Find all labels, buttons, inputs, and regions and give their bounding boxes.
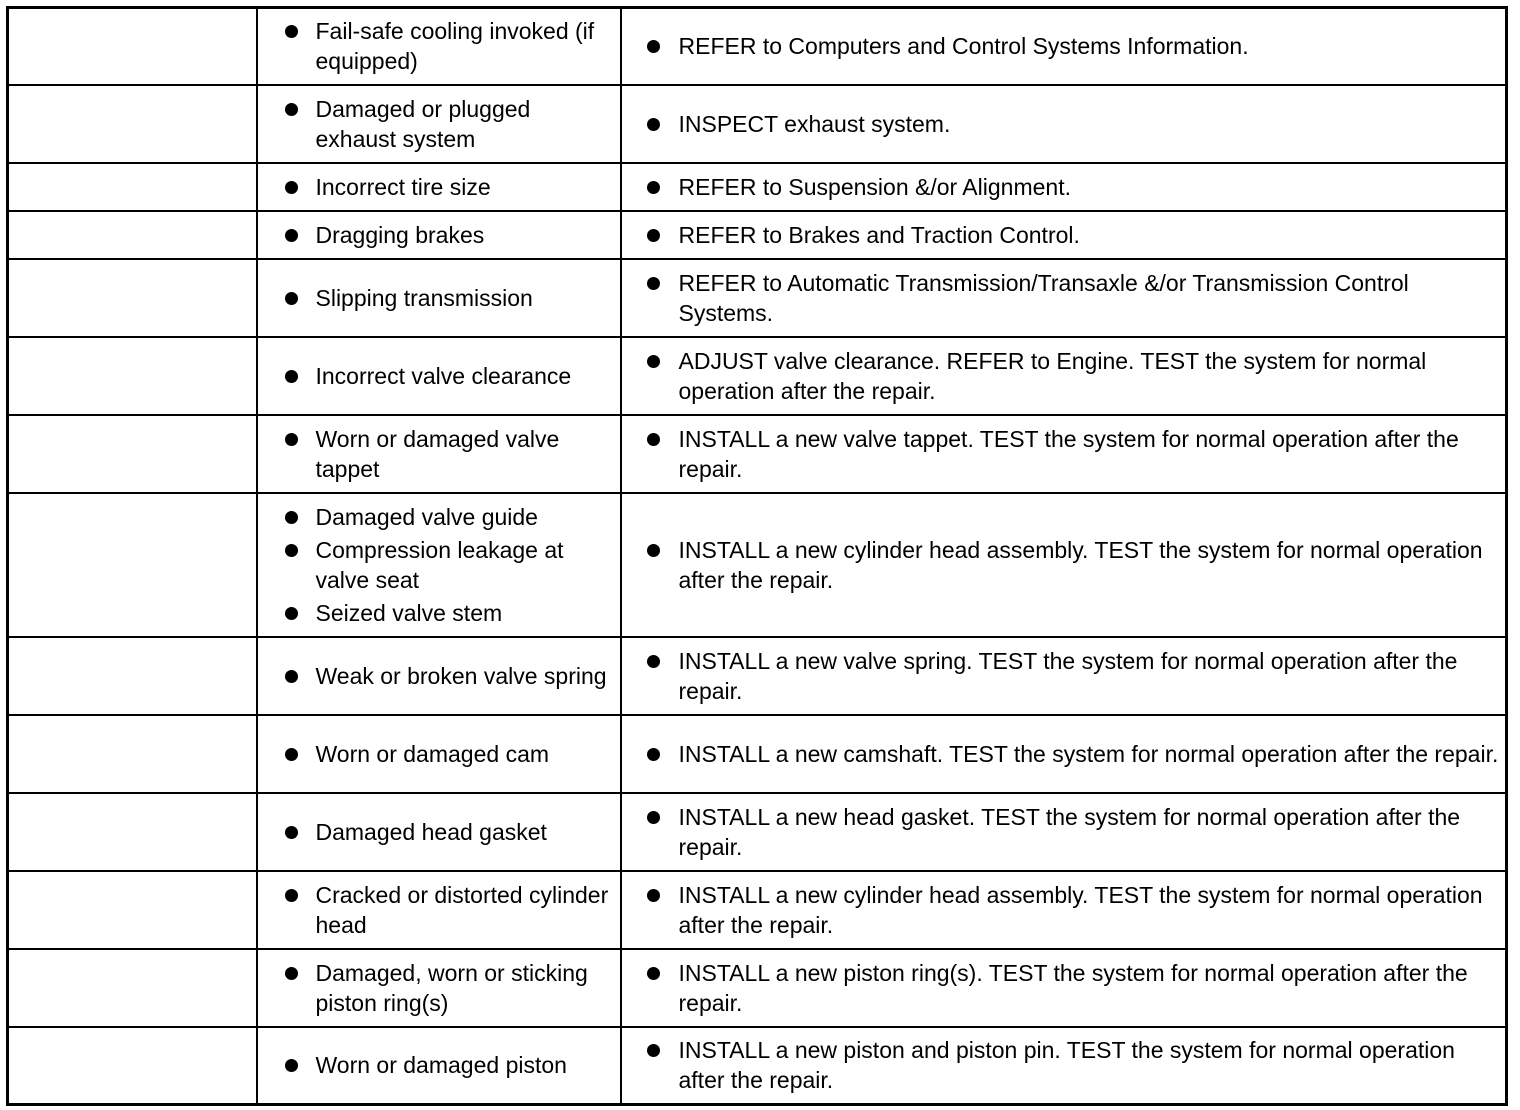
possible-source-list [258,283,620,313]
possible-source-list [258,424,620,484]
table-row [8,337,1507,415]
action-cell [621,415,1507,493]
list-item [622,535,1506,595]
action-list [622,346,1506,406]
list-item [258,817,620,847]
possible-source-cell [257,715,621,793]
possible-source-text: Worn or damaged valve tappet [315,425,560,482]
possible-source-cell [257,1027,621,1105]
possible-source-list [258,172,620,202]
action-cell [621,85,1507,163]
list-item [622,802,1506,862]
bullet-icon [647,355,660,368]
list-item [622,31,1506,61]
possible-source-cell [257,871,621,949]
action-cell [621,211,1507,259]
action-cell [621,8,1507,85]
list-item [258,361,620,391]
condition-cell [8,211,257,259]
list-item [622,109,1506,139]
possible-source-cell [257,8,621,85]
possible-source-cell [257,211,621,259]
action-list [622,31,1506,61]
list-item [258,424,620,484]
action-list [622,109,1506,139]
table-row [8,871,1507,949]
action-text: INSTALL a new cylinder head assembly. TEST the system for normal operation after the repair. [678,881,1483,938]
condition-cell [8,715,257,793]
bullet-icon [285,292,298,305]
action-text: ADJUST valve clearance. REFER to Engine. TEST the system for normal operation after the repair. [678,347,1427,404]
bullet-icon [647,1044,660,1057]
action-list [622,424,1506,484]
possible-source-text: Damaged head gasket [315,818,547,845]
bullet-icon [285,370,298,383]
possible-source-list [258,502,620,628]
possible-source-text: Cracked or distorted cylinder head [315,881,609,938]
condition-cell [8,337,257,415]
action-text: INSTALL a new cylinder head assembly. TEST the system for normal operation after the repair. [678,536,1483,593]
action-cell [621,949,1507,1027]
possible-source-list [258,220,620,250]
action-list [622,880,1506,940]
list-item [258,94,620,154]
action-text: INSTALL a new piston ring(s). TEST the system for normal operation after the repair. [678,959,1468,1016]
diagnosis-table-body [8,8,1507,1105]
list-item [622,739,1506,769]
bullet-icon [285,670,298,683]
possible-source-cell [257,85,621,163]
list-item [258,172,620,202]
possible-source-cell [257,415,621,493]
action-list [622,1035,1506,1095]
action-cell [621,259,1507,337]
condition-cell [8,8,257,85]
bullet-icon [647,655,660,668]
action-cell [621,793,1507,871]
action-text: INSPECT exhaust system. [678,110,951,137]
possible-source-list [258,1050,620,1080]
action-text: INSTALL a new camshaft. TEST the system for normal operation after the repair. [678,740,1499,767]
condition-cell [8,793,257,871]
table-row [8,415,1507,493]
condition-cell [8,259,257,337]
possible-source-cell [257,259,621,337]
list-item [622,172,1506,202]
diagnosis-table [6,6,1508,1106]
bullet-icon [285,748,298,761]
possible-source-cell [257,637,621,715]
condition-cell [8,163,257,211]
bullet-icon [285,433,298,446]
action-list [622,268,1506,328]
possible-source-cell [257,493,621,637]
possible-source-text: Incorrect tire size [315,173,491,200]
condition-cell [8,85,257,163]
list-item [622,220,1506,250]
bullet-icon [285,1059,298,1072]
possible-source-cell [257,793,621,871]
action-text: INSTALL a new piston and piston pin. TEST the system for normal operation after the repair. [678,1037,1455,1094]
possible-source-text: Weak or broken valve spring [315,662,607,689]
possible-source-list [258,361,620,391]
table-row [8,1027,1507,1105]
action-list [622,646,1506,706]
action-list [622,958,1506,1018]
list-item [622,880,1506,940]
action-cell [621,1027,1507,1105]
bullet-icon [647,229,660,242]
action-text: INSTALL a new valve spring. TEST the system for normal operation after the repair. [678,647,1458,704]
possible-source-text: Dragging brakes [315,221,485,248]
bullet-icon [647,811,660,824]
bullet-icon [285,25,298,38]
possible-source-text: Damaged or plugged exhaust system [315,95,531,152]
possible-source-text: Worn or damaged piston [315,1052,567,1079]
condition-cell [8,493,257,637]
possible-source-list [258,817,620,847]
table-row [8,8,1507,85]
action-list [622,535,1506,595]
possible-source-text: Fail-safe cooling invoked (if equipped) [315,18,595,75]
condition-cell [8,637,257,715]
bullet-icon [647,433,660,446]
bullet-icon [285,511,298,524]
action-cell [621,715,1507,793]
action-text: REFER to Brakes and Traction Control. [678,221,1080,248]
list-item [258,502,620,532]
action-text: REFER to Automatic Transmission/Transaxle &/or Transmission Control Systems. [678,269,1409,326]
table-row [8,163,1507,211]
list-item [622,424,1506,484]
list-item [258,283,620,313]
possible-source-list [258,958,620,1018]
condition-cell [8,415,257,493]
bullet-icon [647,544,660,557]
bullet-icon [647,748,660,761]
bullet-icon [647,967,660,980]
condition-cell [8,871,257,949]
list-item [258,880,620,940]
list-item [258,739,620,769]
action-text: INSTALL a new head gasket. TEST the system for normal operation after the repair. [678,803,1461,860]
action-cell [621,493,1507,637]
action-list [622,802,1506,862]
table-row [8,637,1507,715]
table-row [8,493,1507,637]
bullet-icon [647,889,660,902]
table-row [8,793,1507,871]
possible-source-text: Worn or damaged cam [315,740,550,767]
action-list [622,220,1506,250]
possible-source-list [258,661,620,691]
possible-source-text: Seized valve stem [315,599,503,626]
list-item [258,661,620,691]
bullet-icon [285,889,298,902]
list-item [258,1050,620,1080]
action-text: INSTALL a new valve tappet. TEST the system for normal operation after the repair. [678,425,1459,482]
bullet-icon [285,229,298,242]
possible-source-text: Damaged valve guide [315,503,538,530]
table-row [8,949,1507,1027]
action-cell [621,871,1507,949]
possible-source-cell [257,163,621,211]
bullet-icon [647,277,660,290]
bullet-icon [285,544,298,557]
list-item [622,346,1506,406]
bullet-icon [647,118,660,131]
action-list [622,172,1506,202]
list-item [258,16,620,76]
possible-source-text: Compression leakage at valve seat [315,536,564,593]
list-item [622,268,1506,328]
list-item [258,220,620,250]
possible-source-text: Damaged, worn or sticking piston ring(s) [315,959,588,1016]
table-row [8,85,1507,163]
bullet-icon [285,607,298,620]
condition-cell [8,1027,257,1105]
condition-cell [8,949,257,1027]
possible-source-cell [257,949,621,1027]
action-list [622,739,1506,769]
possible-source-list [258,94,620,154]
action-text: REFER to Computers and Control Systems Information. [678,33,1249,60]
action-cell [621,637,1507,715]
possible-source-list [258,739,620,769]
list-item [258,958,620,1018]
action-text: REFER to Suspension &/or Alignment. [678,173,1071,200]
action-cell [621,337,1507,415]
table-row [8,259,1507,337]
possible-source-text: Slipping transmission [315,284,533,311]
action-cell [621,163,1507,211]
bullet-icon [285,826,298,839]
table-row [8,211,1507,259]
bullet-icon [285,967,298,980]
possible-source-list [258,880,620,940]
list-item [622,958,1506,1018]
bullet-icon [285,181,298,194]
list-item [622,1035,1506,1095]
bullet-icon [285,103,298,116]
list-item [258,598,620,628]
bullet-icon [647,181,660,194]
possible-source-cell [257,337,621,415]
list-item [258,535,620,595]
list-item [622,646,1506,706]
bullet-icon [647,40,660,53]
table-row [8,715,1507,793]
possible-source-list [258,16,620,76]
possible-source-text: Incorrect valve clearance [315,362,572,389]
